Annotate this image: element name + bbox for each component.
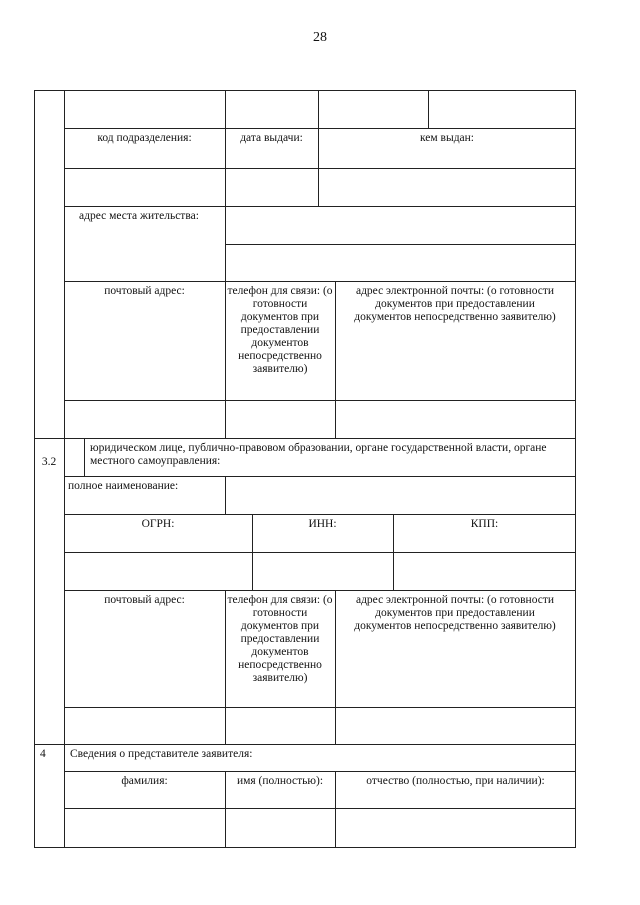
residence-address-label: адрес места жительства:: [79, 210, 199, 222]
section-3-2-title: юридическом лице, публично-правовом образовании, органе государственной власти, органе местного самоуправления:: [90, 442, 547, 467]
page-number: 28: [313, 30, 327, 45]
row-divider: [64, 400, 576, 401]
inn-label: ИНН:: [308, 518, 337, 530]
cell-divider: [335, 590, 336, 744]
section-divider: [34, 438, 576, 439]
section-number-4: 4: [40, 748, 46, 760]
section-4-title: Сведения о представителе заявителя:: [70, 748, 253, 760]
row-divider: [64, 206, 576, 207]
email-label: адрес электронной почты: (о готовности документов при предоставлении документов непосредственно заявителю): [354, 285, 556, 323]
cell-divider: [225, 90, 226, 128]
table-border-right: [575, 90, 576, 848]
postal-address-label: почтовый адрес:: [104, 285, 185, 297]
table-border-left: [34, 90, 35, 848]
row-divider: [64, 808, 576, 809]
section-number-3-2: 3.2: [41, 456, 57, 468]
table-border-top: [34, 90, 576, 91]
patronymic-label: отчество (полностью, при наличии):: [366, 775, 545, 787]
cell-divider: [225, 206, 226, 281]
issue-date-label: дата выдачи:: [240, 132, 303, 144]
row-divider: [64, 168, 576, 169]
name-label: имя (полностью):: [236, 775, 324, 787]
table-border-bottom: [34, 847, 576, 848]
row-divider: [64, 281, 576, 282]
surname-label: фамилия:: [121, 775, 168, 787]
cell-divider: [428, 90, 429, 128]
number-column-divider: [64, 90, 65, 848]
issued-by-label: кем выдан:: [419, 132, 475, 144]
unit-code-label: код подразделения:: [97, 132, 192, 144]
section-divider: [34, 744, 576, 745]
phone-label: телефон для связи: (о готовности документов при предоставлении документов непосредственно заявителю): [227, 594, 333, 684]
cell-divider: [225, 590, 226, 744]
application-form-table: [34, 90, 576, 848]
checkbox-cell-divider: [84, 438, 85, 476]
ogrn-label: ОГРН:: [141, 518, 175, 530]
row-divider: [64, 771, 576, 772]
row-divider: [64, 476, 576, 477]
cell-divider: [225, 281, 226, 438]
row-divider: [64, 514, 576, 515]
kpp-label: КПП:: [470, 518, 499, 530]
cell-divider: [225, 476, 226, 514]
full-name-label: полное наименование:: [68, 480, 179, 492]
email-label: адрес электронной почты: (о готовности документов при предоставлении документов непосредственно заявителю): [354, 594, 556, 632]
postal-address-label: почтовый адрес:: [104, 594, 185, 606]
row-divider: [64, 128, 576, 129]
cell-divider: [335, 281, 336, 438]
cell-divider: [318, 90, 319, 128]
row-divider: [64, 707, 576, 708]
row-divider: [64, 590, 576, 591]
row-divider: [64, 552, 576, 553]
row-divider: [225, 244, 576, 245]
phone-label: телефон для связи: (о готовности документов при предоставлении документов непосредственно заявителю): [227, 285, 333, 375]
